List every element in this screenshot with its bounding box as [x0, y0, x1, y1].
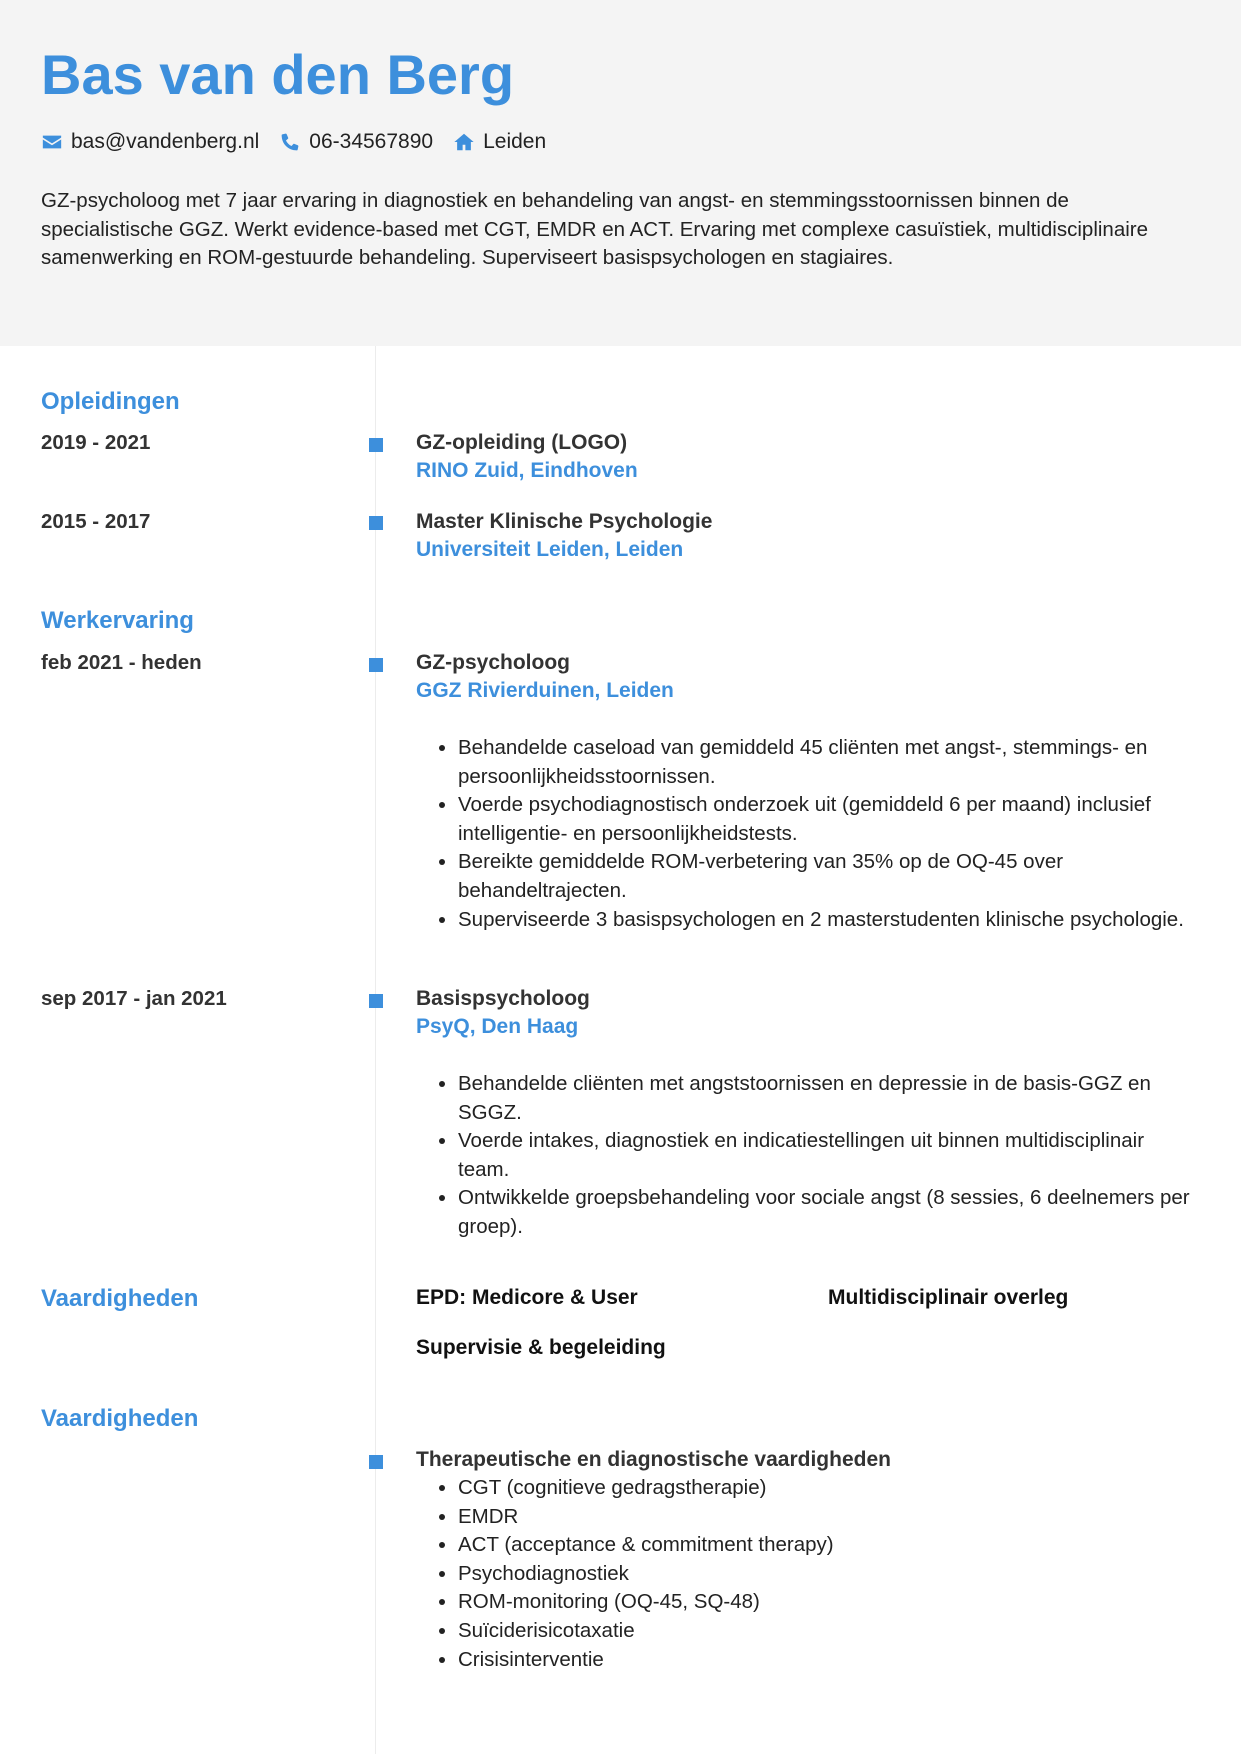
experience-2-title: Basispsycholoog	[416, 987, 590, 1010]
list-item: • EMDR	[458, 1503, 1196, 1532]
experience-2-achievements	[416, 1070, 1196, 1242]
experience-2-dates: sep 2017 - jan 2021	[41, 987, 227, 1010]
education-2-dates: 2015 - 2017	[41, 510, 151, 533]
skills-2-group-title: Therapeutische en diagnostische vaardigheden	[416, 1448, 891, 1471]
skills-2-heading: Vaardigheden	[41, 1405, 199, 1432]
profile-summary: GZ-psycholoog met 7 jaar ervaring in diagnostiek en behandeling van angst- en stemmingsstoornissen binnen de specialistische GGZ. Werkt evidence-based met CGT, EMDR en ACT. Ervaring met complexe casuïstiek, multidisciplinaire samenwerking en ROM-gestuurde behandeling. Superviseert basispsychologen en stagiaires.	[41, 189, 1149, 270]
experience-heading: Werkervaring	[41, 607, 194, 634]
timeline-marker	[369, 516, 383, 530]
phone-icon	[279, 131, 301, 153]
education-1-dates: 2019 - 2021	[41, 431, 151, 454]
contact-line	[41, 128, 566, 156]
list-item: • ROM-monitoring (OQ-45, SQ-48)	[458, 1588, 1196, 1617]
skills-2-list	[416, 1474, 1196, 1674]
timeline-marker	[369, 1455, 383, 1469]
home-icon	[453, 131, 475, 153]
list-item: • Psychodiagnostiek	[458, 1560, 1196, 1589]
contact-email	[41, 130, 259, 154]
experience-2-employer: PsyQ, Den Haag	[416, 1015, 579, 1038]
education-1-institution: RINO Zuid, Eindhoven	[416, 459, 638, 482]
education-heading: Opleidingen	[41, 388, 180, 415]
education-2-institution: Universiteit Leiden, Leiden	[416, 538, 684, 561]
skill-item: Multidisciplinair overleg	[828, 1286, 1069, 1309]
list-item: • Ontwikkelde groepsbehandeling voor sociale angst (8 sessies, 6 deelnemers per groep).	[458, 1184, 1196, 1241]
list-item: • Bereikte gemiddelde ROM-verbetering van 35% op de OQ-45 over behandeltrajecten.	[458, 848, 1196, 905]
experience-1-dates: feb 2021 - heden	[41, 651, 202, 674]
list-item: • Suïciderisicotaxatie	[458, 1617, 1196, 1646]
experience-1-achievements	[416, 734, 1196, 934]
skill-item: EPD: Medicore & User	[416, 1286, 638, 1309]
list-item: • Voerde intakes, diagnostiek en indicatiestellingen uit binnen multidisciplinair team.	[458, 1127, 1196, 1184]
list-item: • Behandelde caseload van gemiddeld 45 cliënten met angst-, stemmings- en persoonlijkheidsstoornissen.	[458, 734, 1196, 791]
list-item: • Crisisinterventie	[458, 1646, 1196, 1675]
envelope-icon	[41, 131, 63, 153]
header	[0, 0, 1241, 346]
timeline-marker	[369, 994, 383, 1008]
list-item: • Superviseerde 3 basispsychologen en 2 masterstudenten klinische psychologie.	[458, 906, 1196, 935]
email-text: bas@vandenberg.nl	[71, 130, 260, 153]
candidate-name: Bas van den Berg	[41, 43, 515, 106]
list-item: • Voerde psychodiagnostisch onderzoek uit (gemiddeld 6 per maand) inclusief intelligentie- en persoonlijkheidstests.	[458, 791, 1196, 848]
column-divider	[375, 346, 376, 1754]
contact-city	[453, 130, 546, 154]
skills-heading: Vaardigheden	[41, 1285, 199, 1312]
list-item: • CGT (cognitieve gedragstherapie)	[458, 1474, 1196, 1503]
education-2-title: Master Klinische Psychologie	[416, 510, 713, 533]
timeline-marker	[369, 438, 383, 452]
experience-1-title: GZ-psycholoog	[416, 651, 570, 674]
timeline-marker	[369, 658, 383, 672]
contact-phone	[279, 130, 433, 154]
list-item: • ACT (acceptance & commitment therapy)	[458, 1531, 1196, 1560]
skill-item: Supervisie & begeleiding	[416, 1336, 666, 1359]
city-text: Leiden	[483, 130, 547, 153]
experience-1-employer: GGZ Rivierduinen, Leiden	[416, 679, 674, 702]
list-item: • Behandelde cliënten met angststoornissen en depressie in de basis-GGZ en SGGZ.	[458, 1070, 1196, 1127]
education-1-title: GZ-opleiding (LOGO)	[416, 431, 628, 454]
phone-text: 06-34567890	[309, 130, 434, 153]
